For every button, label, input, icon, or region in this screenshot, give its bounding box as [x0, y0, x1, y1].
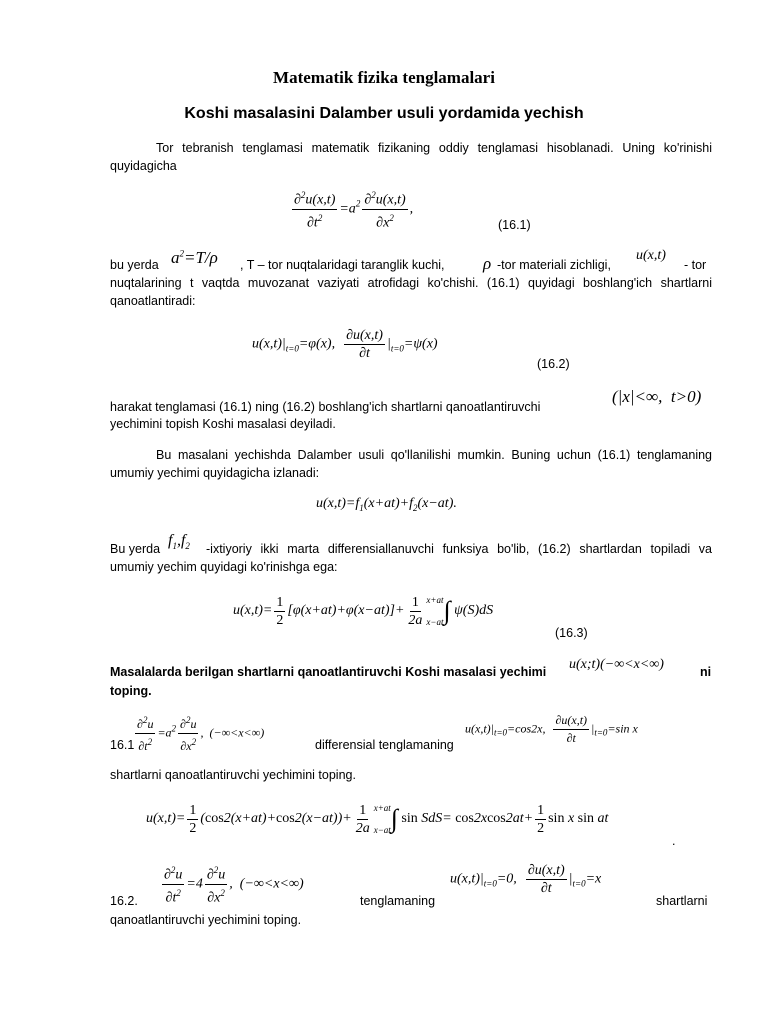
text-line: tenglamaning [360, 894, 436, 908]
general-solution: $u(x,t)=f_1(x+at)+f_2(x-at)$. [316, 496, 457, 513]
text-line: yechimini topish Koshi masalasi deyiladi. [110, 417, 336, 431]
exercise-equation: $\frac{\partial^2u}{\partial t^2}$ =4 $\frac{\partial^2u}{\partial x^2}$ , (−∞<x<∞) [160, 862, 304, 906]
text-paragraph: Bu masalani yechishda Dalamber usuli qo'llanilishi mumkin. Buning uchun (16.1) tenglamaning umumiy yechimi quyidagicha izlanadi: [110, 448, 712, 480]
text-line: Bu yerda [110, 542, 161, 556]
text-line: -tor materiali zichligi, [497, 258, 611, 272]
text-line: umumiy yechim quyidagi ko'rinishga ega: [110, 560, 338, 574]
text-line: differensial tenglamaning [315, 738, 454, 752]
equation-number: (16.3) [555, 626, 588, 640]
equation-number: (16.2) [537, 357, 570, 371]
exercise-conditions: $u(x,t)|_{t=0}=0$, $\frac{\partial u(x,t)}{\partial t}$ $|_{t=0}=x$ [450, 863, 602, 896]
text-line: qanoatlantiruvchi yechimini toping. [110, 913, 302, 927]
exercise-number: 16.2. [110, 894, 138, 908]
exercise-solution: u(x,t)= $\frac{1}{2}$ (cos2(x+at)+cos2(x−at))+ $\frac{1}{2a}$ x+at x−at ∫ sin SdS= cos2xcos2at+ $\frac{1}{2}$ sin x sin at [146, 802, 609, 836]
task-heading: ni [700, 665, 712, 679]
section-title: Koshi masalasini Dalamber usuli yordamida yechish [184, 105, 584, 122]
text-paragraph: nuqtalarining t vaqtda muvozanat vaziyati atrofidagi ko'chishi. (16.1) quyidagi boshlang'ich shartlarni qanoatlantiradi: [110, 276, 712, 308]
text-line: harakat tenglamasi (16.1) ning (16.2) boshlang'ich shartlarni qanoatlantiruvchi [110, 400, 541, 414]
page-title: Matematik fizika tenglamalari [273, 68, 495, 87]
domain-condition: (|x|<∞, t>0) [612, 387, 702, 406]
dalembert-formula: u(x,t)= $\frac{1}{2}$ [φ(x+at)+φ(x−at)]+ $\frac{1}{2a}$ x+at x−at ∫ ψ(S)dS [233, 594, 494, 628]
formula-a2: $a^2=T/\rho$ [171, 248, 218, 267]
intro-paragraph: Tor tebranish tenglamasi matematik fizikaning oddiy tenglamasi hisoblanadi. Uning ko'rinishi quyidagicha [110, 141, 712, 173]
formula-rho: ρ [483, 254, 492, 273]
text-line: shartlarni qanoatlantiruvchi yechimini toping. [110, 768, 356, 782]
period: . [672, 834, 676, 848]
text-line: shartlarni [656, 894, 708, 908]
formula-task: u(x;t)(−∞<x<∞) [569, 657, 664, 672]
exercise-conditions: $u(x,t)|_{t=0}=\cos 2x$, $\frac{\partial u(x,t)}{\partial t}$ $|_{t=0}=\sin$ x [465, 713, 638, 745]
initial-conditions: $u(x,t)|_{t=0}=\varphi(x)$, $\frac{\partial u(x,t)}{\partial t}$ $|_{t=0}=\psi(x)$ [252, 328, 438, 361]
text-line: - tor [684, 258, 707, 272]
text-line: , T – tor nuqtalaridagi taranglik kuchi, [240, 258, 445, 272]
wave-equation: $\frac{\partial^2u(x,t)}{\partial t^2}$ $=a^2$ $\frac{\partial^2u(x,t)}{\partial x^2}$ , [290, 187, 413, 231]
equation-number: (16.1) [498, 218, 531, 232]
task-heading: toping. [110, 684, 152, 698]
task-heading: Masalalarda berilgan shartlarni qanoatlantiruvchi Koshi masalasi yechimi [110, 665, 547, 679]
formula-f1-f2: $f_1,f_2$ [168, 532, 190, 552]
exercise-equation: $\frac{\partial^2u}{\partial t^2}$ $=a^2$ $\frac{\partial^2u}{\partial x^2}$ , (−∞<x<∞) [133, 712, 264, 755]
exercise-number: 16.1 [110, 738, 135, 752]
text-line: bu yerda [110, 258, 159, 272]
formula-u: u(x,t) [636, 248, 666, 263]
text-line: -ixtiyoriy ikki marta differensiallanuvchi funksiya bo'lib, (16.2) shartlardan topiladi va [206, 542, 712, 556]
